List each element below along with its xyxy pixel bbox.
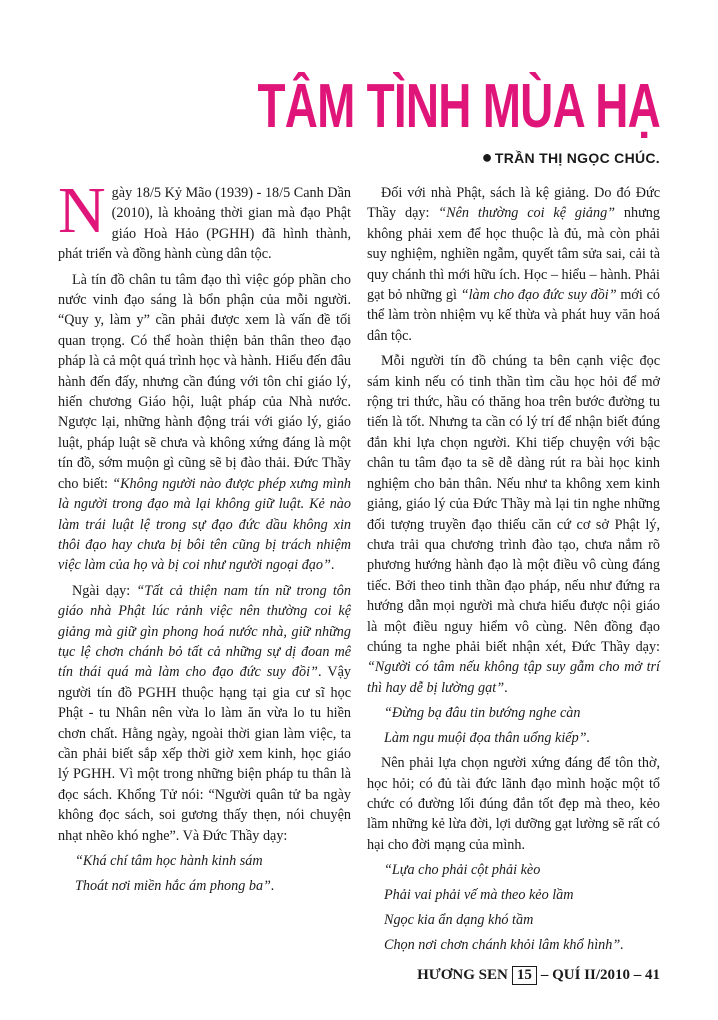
quote-text: “làm cho đạo đức suy đồi” [460,287,617,304]
issue-number: 15 [512,966,537,985]
quote-text: “Nên thường coi kệ giảng” [438,205,616,222]
paragraph-text: gày 18/5 Kỷ Mão (1939) - 18/5 Canh Dần (2010), là khoảng thời gian mà đạo Phật giáo Hoà Hảo (PGHH) đã hình thành, phát triển và đồng hành cùng dân tộc. [58,185,351,263]
quote-text: “Tất cả thiện nam tín nữ trong tôn giáo nhà Phật lúc rảnh việc nên thường coi kệ giảng mà giữ gìn phong hoá nước nhà, giữ những tục lệ chơn chánh bỏ tất cả những sự dị đoan mê tín thái quá mà làm cho đạo đức suy đồi” [58,582,351,681]
verse-line: Làm ngu muội đọa thân uổng kiếp”. [384,730,591,747]
author-name: TRẦN THỊ NGỌC CHÚC. [494,150,660,166]
paragraph-text: . [330,557,335,574]
verse-line: “Khá chí tâm học hành kinh sám [75,853,263,869]
quote-text: “Không người nào được phép xưng mình là người trong đạo mà lại không giữ luật. Kẻ nào làm trái luật lệ trong sự đạo đức dầu không xin thôi đạo hay chưa bị bôi tên cũng bị trách nhiệm việc làm của họ và bị coi như người ngoại đạo” [58,475,352,574]
paragraph-text: mới có thể làm tròn nhiệm vụ kế thừa và phát huy văn hoá dân tộc. [367,287,661,344]
quarter-page: – QUÍ II/2010 – 41 [540,967,660,983]
page-footer [417,966,660,985]
left-column [58,174,352,901]
author-byline [482,147,660,168]
verse-line: “Lựa cho phải cột phải kèo [384,862,541,879]
magazine-name: HƯƠNG SEN [417,967,508,983]
bullet-icon: ● [481,147,493,167]
right-column [367,183,660,960]
paragraph-text: . [504,679,508,696]
paragraph-text: Ngài dạy: [72,582,137,599]
paragraph-5 [367,351,660,698]
paragraph-2 [58,270,351,576]
paragraph-text: Đối với nhà Phật, sách là kệ giảng. Do đó Đức Thầy dạy: [367,185,660,222]
quote-text: “Người có tâm nếu không tập suy gẫm cho mở trí thì hay dễ bị lường gạt” [367,659,660,696]
verse-line: Phải vai phải vế mà theo kẻo lầm [384,887,574,904]
paragraph-1 [58,174,351,265]
verse-line: “Đừng bạ đâu tin bướng nghe càn [384,705,581,722]
paragraph-text: nhưng không phải xem để học thuộc là đủ, mà còn phải suy nghiệm, nghiền ngẫm, quyết tâm sửa sai, cải tà quy chánh thì mới hữu ích. Học – hiểu – hành. Phải gạt bỏ những gì [367,205,660,304]
verse-line: Chọn nơi chơn chánh khỏi lâm khổ hình”. [384,937,624,954]
paragraph-4 [367,183,660,346]
verse-line: Ngọc kia ẩn dạng khó tầm [384,912,534,929]
paragraph-text: Mỗi người tín đồ chúng ta bên cạnh việc đọc sám kinh nếu có tinh thần tìm cầu học hỏi để mở rộng tri thức, hầu có thăng hoa trên bước đường tu tiến là tốt. Nhưng ta cần có lý trí để nhận biết đúng đắn khi lựa chọn người. Khi tiếp chuyện với bậc chân tu tâm đạo ta sẽ dễ dàng rút ra bài học kinh nghiệm cho bản thân. Nếu như ta không xem kinh giảng, giáo lý của Đức Thầy mà lại tin nghe những đối tượng truyền đạo thiếu căn cứ cơ sở Phật lý, chưa trải qua chương trình đào tạo, chưa nắm rõ phương hướng hành đạo là một điều vô cùng đáng tiếc. Bởi theo tinh thần đạo pháp, nếu như đứng ra hướng dẫn mọi người mà chưa hiểu được nội giáo là một điều nguy hiểm vô cùng. Nên đồng đạo chúng ta nghe phải biết nhận xét, Đức Thầy dạy: [367,353,660,655]
paragraph-text: Là tín đồ chân tu tâm đạo thì việc góp phần cho nước vinh đạo sáng là bổn phận của mỗi người. “Quy y, làm y” cần phải được xem là vấn đề tối quan trọng. Có thể hoàn thiện bản thân theo đạo pháp là cả một quá trình học và hành. Hiểu đến đâu hành đến đấy, nhưng cần đúng với tôn chỉ giáo lý, hiến chương Giáo hội, luật pháp của Nhà nước. Ngược lại, những hành động trái với giáo lý, giáo luật, pháp luật sẽ chưa và không xứng đáng là một tín đồ, sớm muộn gì cũng sẽ bị đào thải. Đức Thầy cho biết: [58,271,351,492]
verse-line: Thoát nơi miền hắc ám phong ba”. [75,878,275,894]
paragraph-6: Nên phải lựa chọn người xứng đáng để tôn thờ, học hỏi; có đủ tài đức lãnh đạo mình hoặc một tổ chức có đường lối đúng đắn tốt đẹp mà theo, kẻo lầm những kẻ lừa đời, lợi dưỡng gạt lường sẽ rất có hại cho đời mạng của mình. [367,755,660,853]
article-title: TÂM TÌNH MÙA HẠ [257,72,660,141]
drop-cap: N [58,174,106,247]
paragraph-3 [58,581,351,846]
paragraph-text: . Vậy người tín đồ PGHH thuộc hạng tại gia cư sĩ học Phật - tu Nhân nên vừa lo làm ăn vừa lo tu hiền chơn chất. Hằng ngày, ngoài thời gian làm việc, ta cần phải biết sắp xếp thời giờ xem kinh, học giáo lý PGHH. Vì một trong những biện pháp tu thân là đọc sách. Khổng Tử nói: “Người quân tử ba ngày không đọc sách, soi gương thấy thẹn, nói chuyện nhạt nhẽo khó nghe”. Và Đức Thầy dạy: [58,664,351,844]
